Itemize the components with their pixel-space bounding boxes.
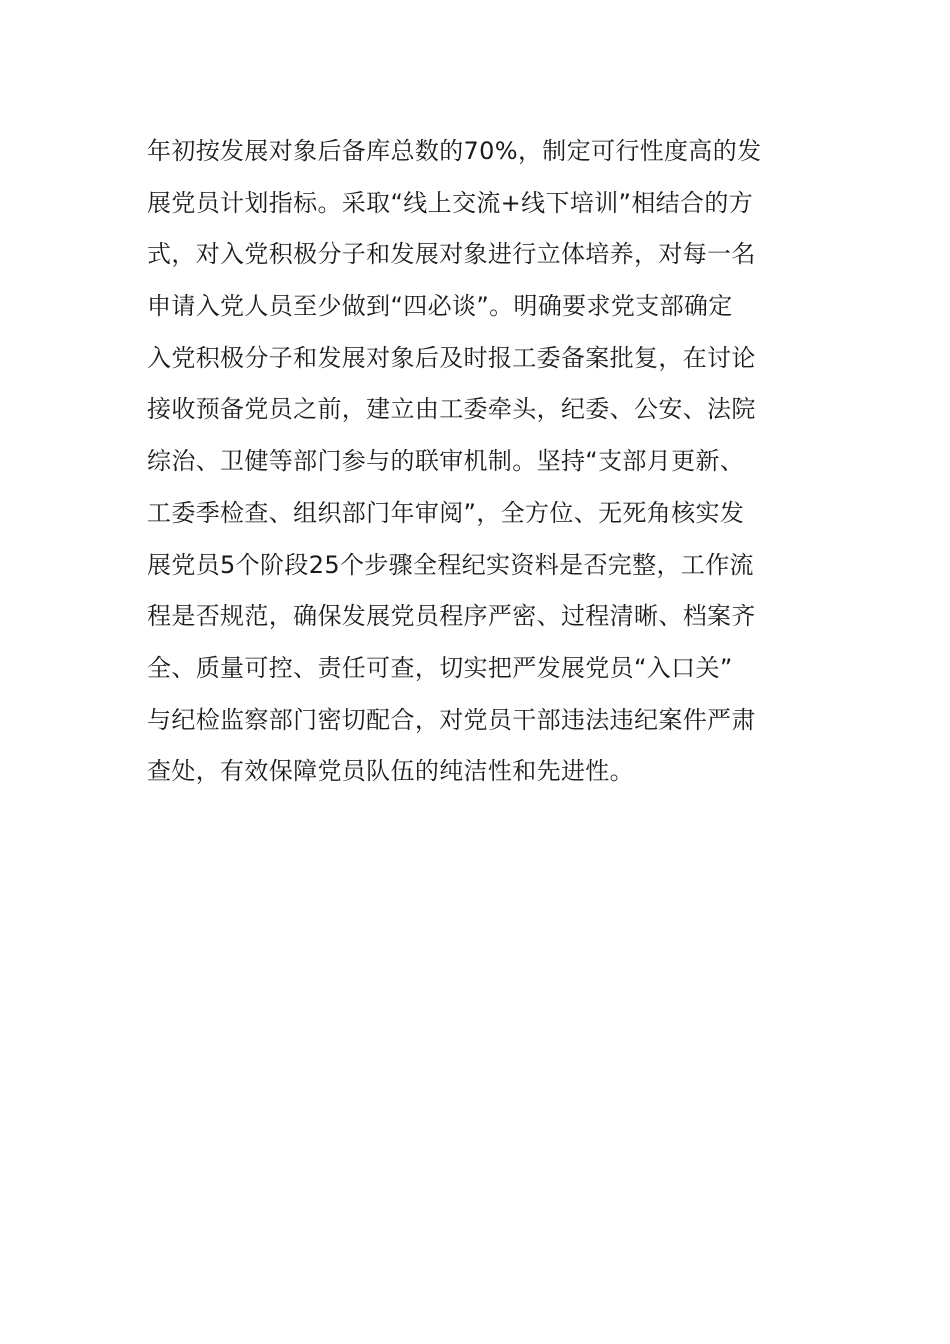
paragraph-line: 综治、卫健等部门参与的联审机制。坚持“支部月更新、: [147, 447, 745, 476]
paragraph-line: 展党员5个阶段25个步骤全程纪实资料是否完整，工作流: [147, 550, 754, 579]
paragraph-line: 接收预备党员之前，建立由工委牵头，纪委、公安、法院: [147, 395, 756, 424]
paragraph-line: 申请入党人员至少做到“四必谈”。明确要求党支部确定: [147, 292, 733, 321]
paragraph-line: 全、质量可控、责任可查，切实把严发展党员“入口关”: [147, 653, 733, 682]
paragraph-line: 展党员计划指标。采取“线上交流+线下培训”相结合的方: [147, 188, 754, 217]
body-paragraph: [147, 126, 817, 798]
paragraph-line: 程是否规范，确保发展党员程序严密、过程清晰、档案齐: [147, 602, 756, 631]
paragraph-line: 与纪检监察部门密切配合，对党员干部违法违纪案件严肃: [147, 705, 756, 734]
paragraph-line: 入党积极分子和发展对象后及时报工委备案批复，在讨论: [147, 343, 756, 372]
paragraph-line: 年初按发展对象后备库总数的70%，制定可行性度高的发: [147, 137, 762, 165]
paragraph-line: 式，对入党积极分子和发展对象进行立体培养，对每一名: [147, 240, 756, 269]
paragraph-line: 工委季检查、组织部门年审阅”，全方位、无死角核实发: [147, 498, 745, 527]
paragraph-line: 查处，有效保障党员队伍的纯洁性和先进性。: [147, 757, 634, 786]
